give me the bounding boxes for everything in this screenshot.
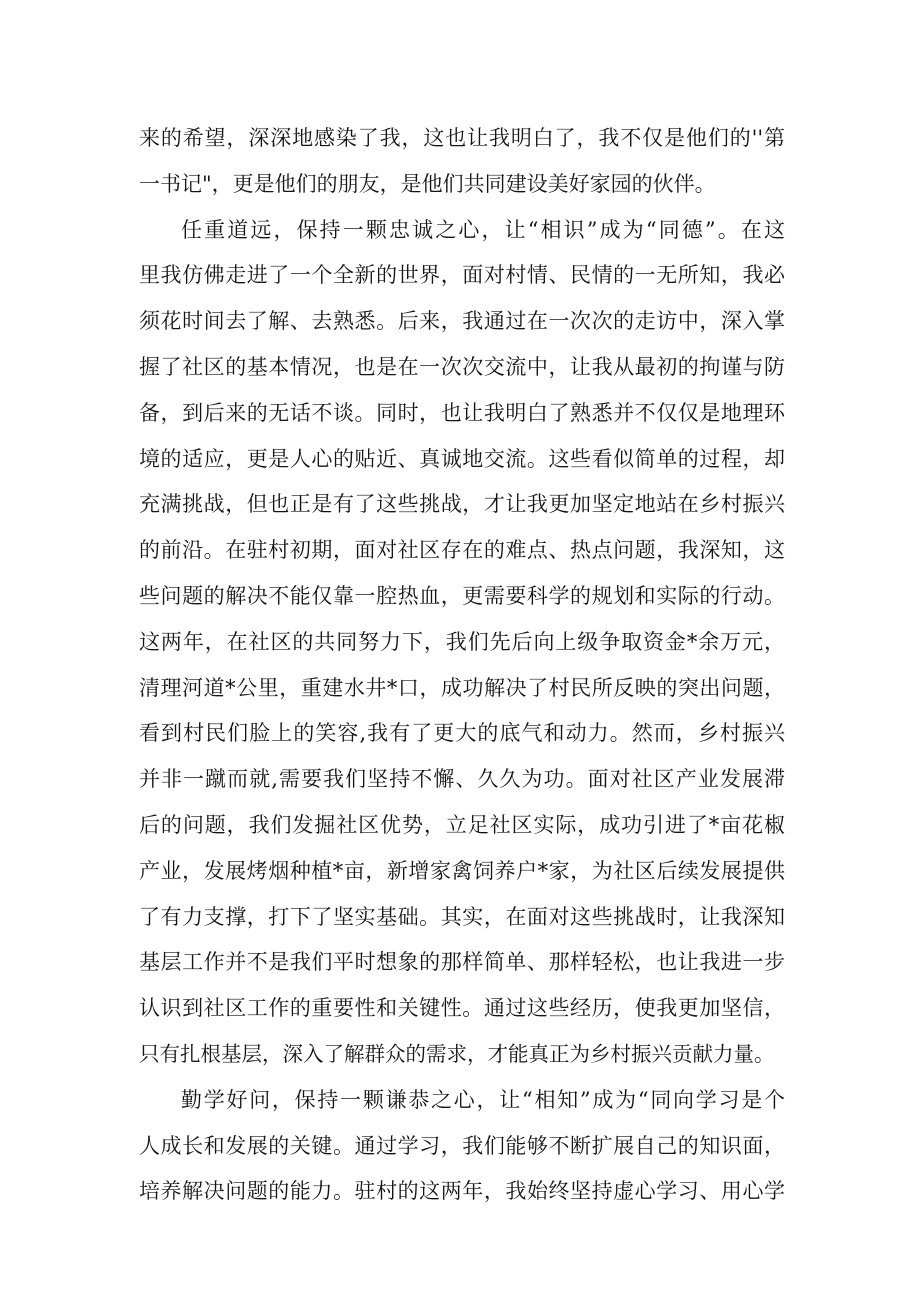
text-line: 握了社区的基本情况，也是在一次次交流中，让我从最初的拘谨与防 (139, 354, 785, 379)
text-line: 境的适应，更是人心的贴近、真诚地交流。这些看似简单的过程，却 (139, 446, 785, 471)
text-line: 这两年，在社区的共同努力下，我们先后向上级争取资金*余万元， (139, 629, 785, 654)
text-line: 清理河道*公里，重建水井*口，成功解决了村民所反映的突出问题， (139, 675, 785, 700)
text-line: 后的问题，我们发掘社区优势，立足社区实际，成功引进了*亩花椒 (139, 812, 785, 837)
paragraph-start-line: 任重道远，保持一颗忠诚之心，让“相识”成为“同德”。在这 (181, 217, 785, 242)
text-line: 人成长和发展的关键。通过学习，我们能够不断扩展自己的知识面， (139, 1133, 785, 1158)
text-line: 并非一蹴而就,需要我们坚持不懈、久久为功。面对社区产业发展滞 (139, 767, 785, 792)
text-line: 的前沿。在驻村初期，面对社区存在的难点、热点问题，我深知，这 (139, 538, 785, 563)
text-line: 产业，发展烤烟种植*亩，新增家禽饲养户*家，为社区后续发展提供 (139, 858, 785, 883)
text-line: 了有力支撑，打下了坚实基础。其实，在面对这些挑战时，让我深知 (139, 904, 785, 929)
text-line: 看到村民们脸上的笑容,我有了更大的底气和动力。然而，乡村振兴 (139, 721, 785, 746)
body-text (139, 116, 785, 1215)
text-line: 须花时间去了解、去熟悉。后来，我通过在一次次的走访中，深入掌 (139, 309, 785, 334)
text-line: 来的希望，深深地感染了我，这也让我明白了，我不仅是他们的''第 (139, 126, 785, 150)
paragraph-start-line: 勤学好问，保持一颗谦恭之心，让“相知”成为“同向学习是个 (181, 1087, 785, 1112)
text-line: 只有扎根基层，深入了解群众的需求，才能真正为乡村振兴贡献力量。 (139, 1041, 775, 1066)
text-line: 培养解决问题的能力。驻村的这两年，我始终坚持虚心学习、用心学 (139, 1179, 785, 1204)
text-line: 基层工作并不是我们平时想象的那样简单、那样轻松，也让我进一步 (139, 950, 785, 975)
text-line: 备，到后来的无话不谈。同时，也让我明白了熟悉并不仅仅是地理环 (139, 400, 785, 425)
text-line: 认识到社区工作的重要性和关键性。通过这些经历，使我更加坚信， (139, 996, 785, 1021)
text-line: 一书记"，更是他们的朋友，是他们共同建设美好家园的伙伴。 (139, 171, 716, 196)
text-line: 些问题的解决不能仅靠一腔热血，更需要科学的规划和实际的行动。 (139, 583, 785, 608)
text-line: 充满挑战，但也正是有了这些挑战，才让我更加坚定地站在乡村振兴 (139, 492, 785, 517)
text-line: 里我仿佛走进了一个全新的世界，面对村情、民情的一无所知，我必 (139, 263, 785, 288)
